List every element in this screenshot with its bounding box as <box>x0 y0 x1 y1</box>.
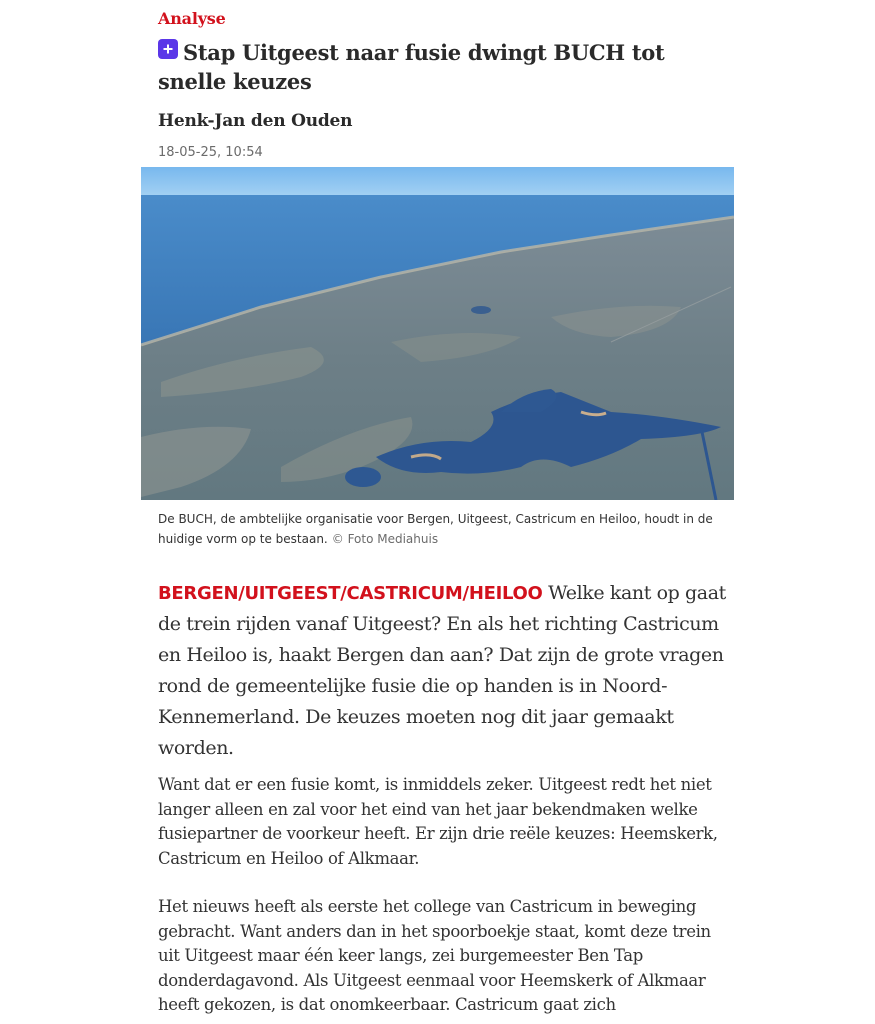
body-paragraph: Want dat er een fusie komt, is inmiddels zeker. Uitgeest redt het niet langer alleen en zal voor het eind van het jaar bekendmaken welke fusiepartner de voorkeur heeft. Er zijn drie reële keuzes: Heemskerk, Castricum en Heiloo of Alkmaar. <box>158 775 718 868</box>
plus-icon <box>158 39 178 59</box>
article-photo[interactable] <box>141 167 734 500</box>
dateline: BERGEN/UITGEEST/CASTRICUM/HEILOO <box>158 583 543 604</box>
lead-paragraph <box>158 578 726 764</box>
caption-text: De BUCH, de ambtelijke organisatie voor Bergen, Uitgeest, Castricum en Heiloo, houdt in de huidige vorm op te bestaan. <box>158 512 713 546</box>
aerial-photo-illustration <box>141 167 734 500</box>
photo-caption <box>158 509 738 549</box>
publish-timestamp: 18-05-25, 10:54 <box>158 145 263 160</box>
headline-text: Stap Uitgeest naar fusie dwingt BUCH tot snelle keuzes <box>158 40 665 94</box>
article-kicker[interactable]: Analyse <box>158 9 226 28</box>
author-name[interactable]: Henk-Jan den Ouden <box>158 111 353 131</box>
body-paragraph: Het nieuws heeft als eerste het college van Castricum in beweging gebracht. Want anders dan in het spoorboekje staat, komt deze trein uit Uitgeest maar één keer langs, zei burgemeester Ben Tap donderdagavond. Als Uitgeest eenmaal voor Heemskerk of Alkmaar heeft gekozen, is dat onomkeerbaar. Castricum gaat zich <box>158 897 711 1014</box>
lead-text: Welke kant op gaat de trein rijden vanaf Uitgeest? En als het richting Castricum en Heiloo is, haakt Bergen dan aan? Dat zijn de grote vragen rond de gemeentelijke fusie die op handen is in Noord-Kennemerland. De keuzes moeten nog dit jaar gemaakt worden. <box>158 582 726 759</box>
photo-credit: © Foto Mediahuis <box>331 532 439 546</box>
article-headline <box>158 38 678 96</box>
